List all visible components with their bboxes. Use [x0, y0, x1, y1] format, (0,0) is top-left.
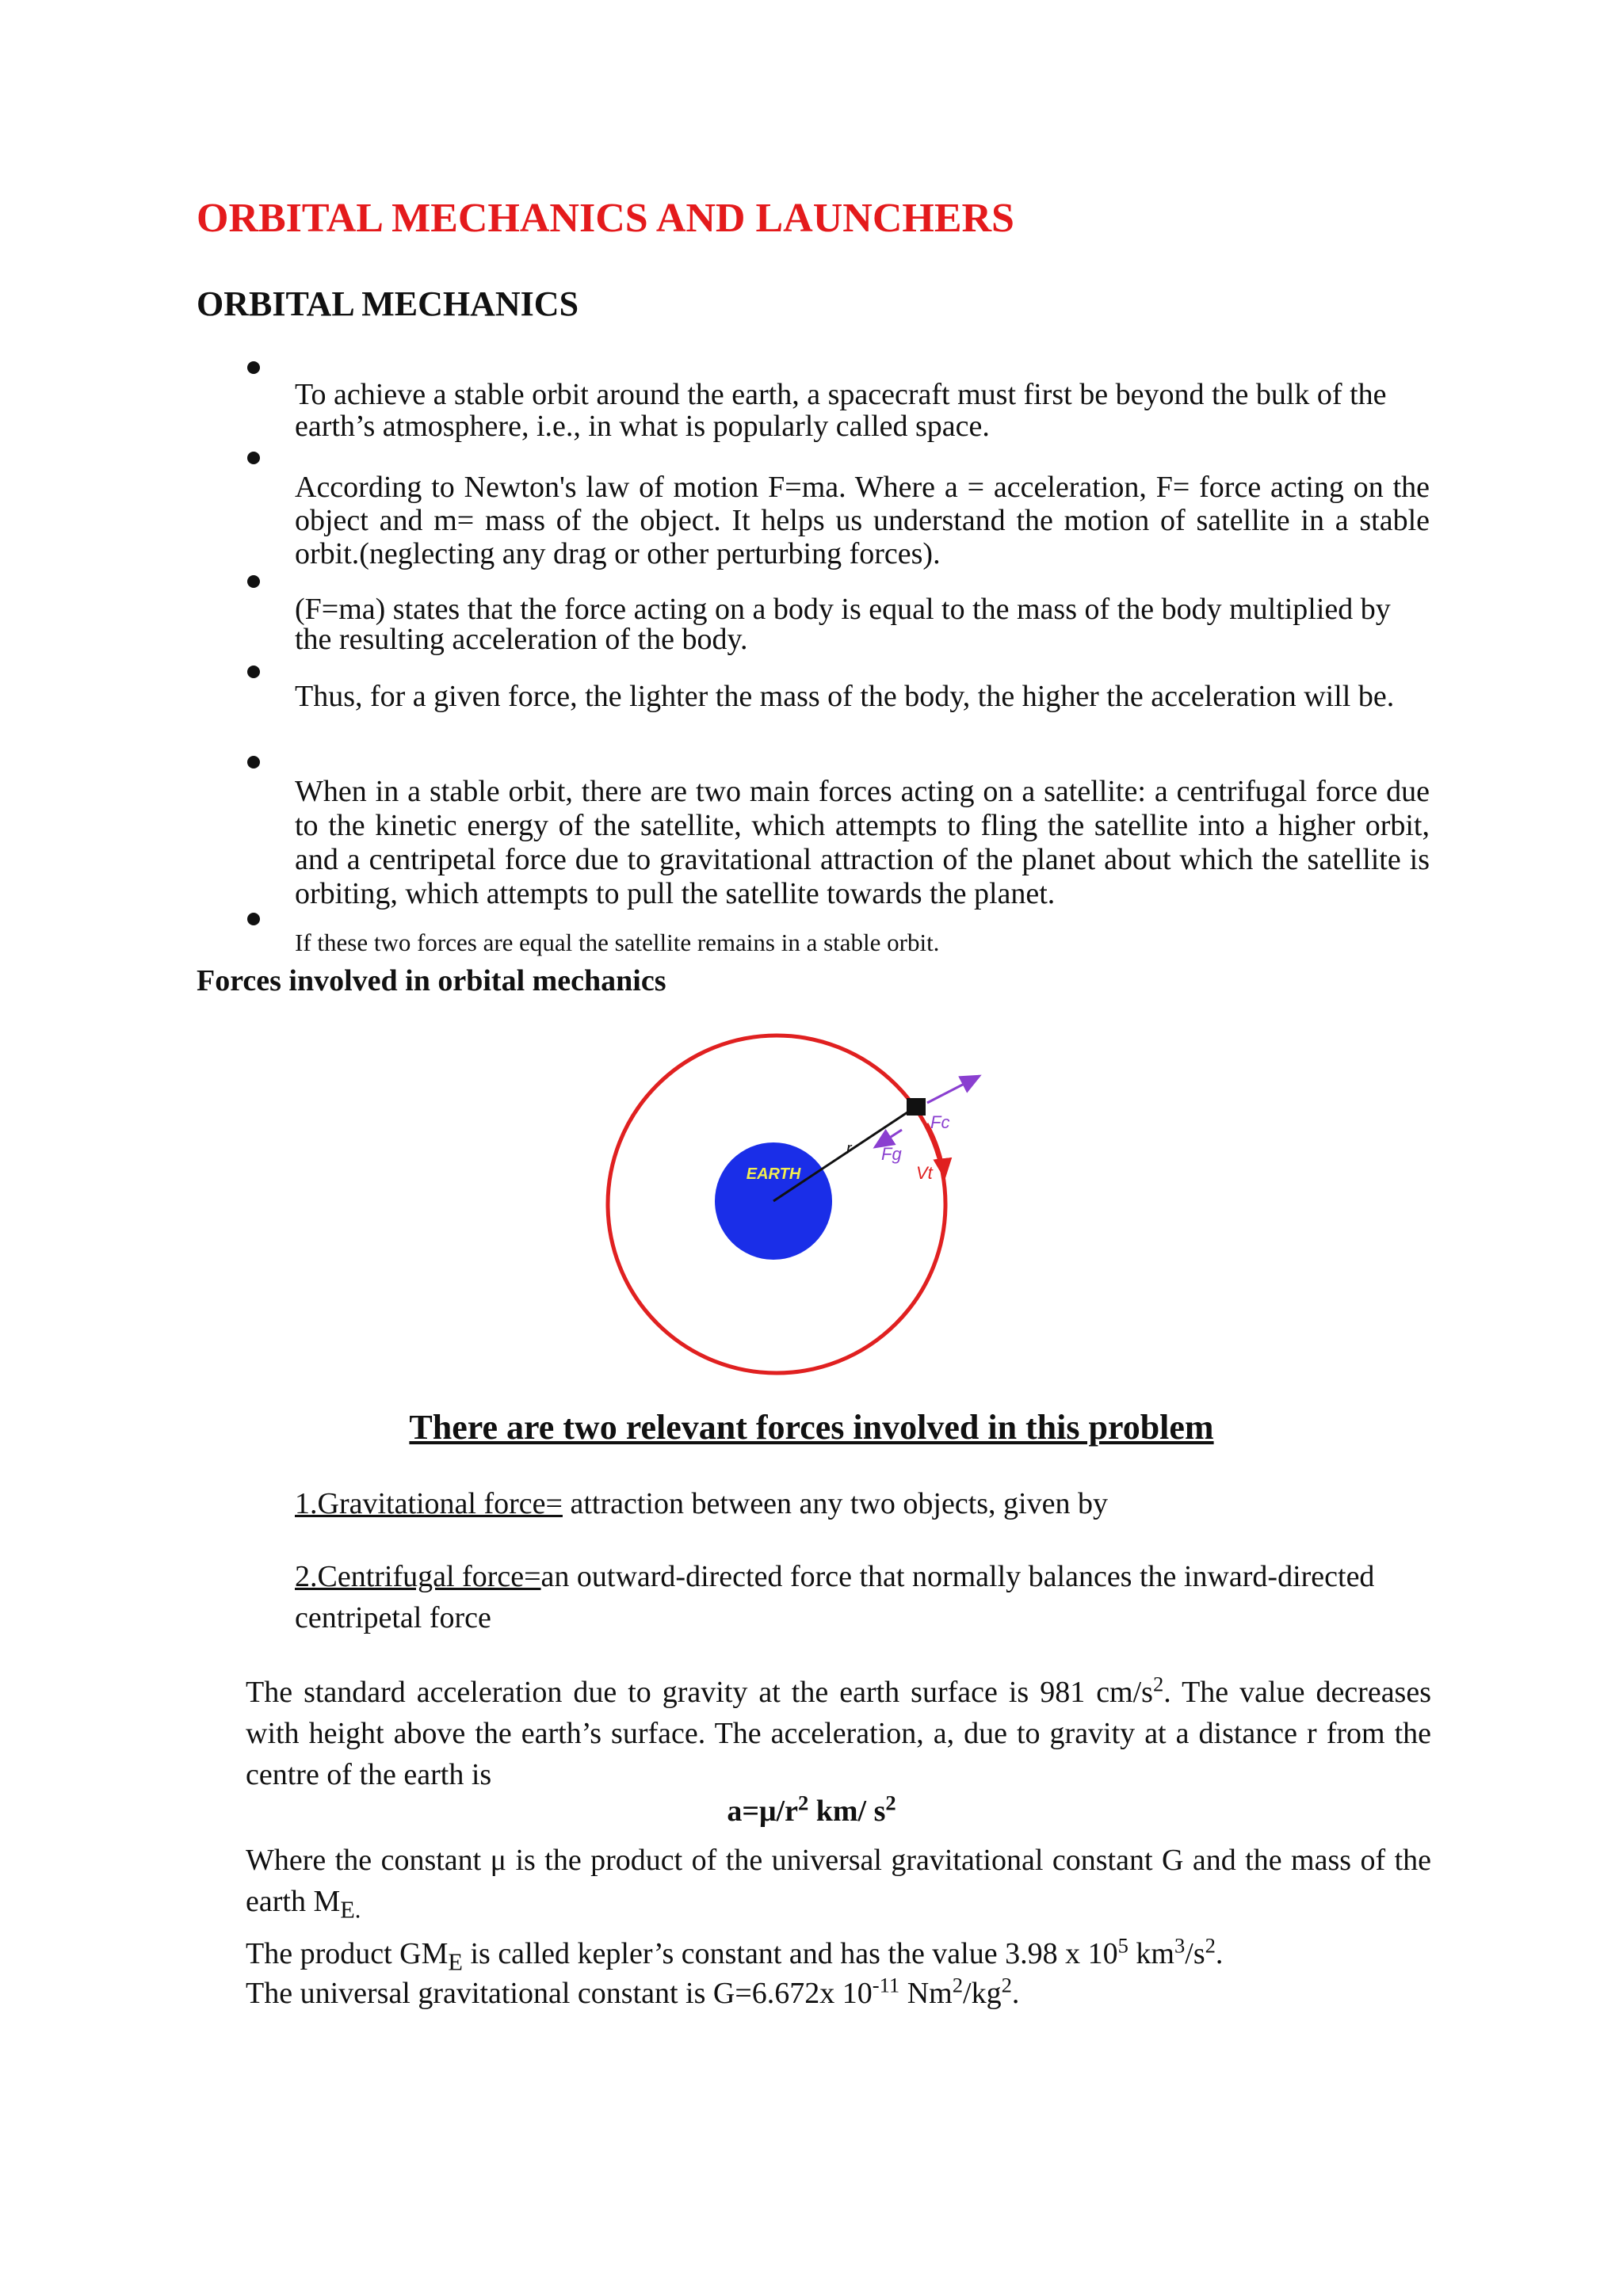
bullet-text-3: (F=ma) states that the force acting on a body is equal to the mass of the body multiplied by the resulting acceleration of the body. [295, 593, 1391, 656]
formula-part: km/ s [808, 1794, 886, 1828]
kepler-text: . [1215, 1937, 1224, 1970]
universal-constant-line [246, 1973, 1019, 2014]
bullet-dot [247, 666, 260, 678]
universal-text: . [1011, 1977, 1020, 2010]
bullet-dot [247, 913, 260, 925]
acceleration-formula [0, 1791, 1623, 1829]
kepler-text: is called kepler’s constant and has the value 3.98 x 10 [462, 1937, 1118, 1970]
superscript: 2 [1205, 1933, 1216, 1958]
gravity-text: The standard acceleration due to gravity at the earth surface is 981 cm/s [246, 1676, 1153, 1709]
bullet-text-1: To achieve a stable orbit around the earth, a spacecraft must first be beyond the bulk of the earth’s atmosphere, i.e., in what is popularly called space. [295, 378, 1387, 443]
bullet-dot [247, 575, 260, 588]
two-forces-heading: There are two relevant forces involved in this problem [409, 1408, 1214, 1447]
force-item-text: attraction between any two objects, given by [562, 1487, 1108, 1520]
universal-text: Nm [899, 1977, 953, 2010]
force-item-2 [295, 1556, 1436, 1638]
subscript: E [448, 1948, 463, 1976]
superscript: 2 [1152, 1672, 1164, 1696]
section-heading: ORBITAL MECHANICS [197, 284, 579, 323]
force-item-label: 2.Centrifugal force= [295, 1560, 541, 1593]
kepler-text: /s [1185, 1937, 1205, 1970]
superscript: -11 [872, 1973, 900, 1997]
force-item-label: 1.Gravitational force= [295, 1487, 563, 1520]
superscript: 3 [1174, 1933, 1186, 1958]
fc-label: Fc [930, 1112, 950, 1132]
earth-label: EARTH [746, 1165, 801, 1183]
superscript: 5 [1117, 1933, 1128, 1958]
bullet-text-2: According to Newton's law of motion F=ma. Where a = acceleration, F= force acting on the object and m= mass of the object. It helps us understand the motion of satellite in a stable orbit.(neglecting any drag or other perturbing forces). [295, 471, 1430, 570]
constant-paragraph [246, 1840, 1431, 1922]
gravity-paragraph [246, 1672, 1431, 1795]
kepler-text: km [1128, 1937, 1174, 1970]
universal-text: /kg [963, 1977, 1002, 2010]
bullet-dot [247, 452, 260, 464]
superscript: 2 [797, 1791, 809, 1815]
force-item-text: an outward-directed force that normally balances the inward-directed centripetal force [295, 1560, 1375, 1634]
bullet-text-4: Thus, for a given force, the lighter the mass of the body, the higher the acceleration will be. [295, 680, 1395, 713]
satellite-icon [907, 1098, 926, 1116]
force-item-1 [295, 1483, 1436, 1524]
universal-text: The universal gravitational constant is G=6.672x 10 [246, 1977, 873, 2010]
orbit-diagram [586, 1022, 999, 1386]
vt-label: Vt [916, 1163, 933, 1183]
bullet-dot [247, 361, 260, 374]
formula-part: a=μ/r [727, 1794, 798, 1828]
bullet-text-5: When in a stable orbit, there are two main forces acting on a satellite: a centrifugal force due to the kinetic energy of the satellite, which attempts to fling the satellite into a higher orbit, and a centripetal force due to gravitational attraction of the planet about which the satellite is orbiting, which attempts to pull the satellite towards the planet. [295, 775, 1430, 910]
kepler-line [246, 1933, 1223, 1974]
subscript: E. [340, 1896, 361, 1924]
bullet-dot [247, 756, 260, 769]
kepler-text: The product GM [246, 1937, 449, 1970]
gravity-text: . The value decreases with height above the earth’s surface. The acceleration, a, due to gravity at a distance r from the centre of the earth is [246, 1676, 1431, 1791]
constant-text: Where the constant μ is the product of the universal gravitational constant G and the mass of the earth M [246, 1844, 1431, 1918]
superscript: 2 [1001, 1973, 1012, 1997]
bullet-text-6: If these two forces are equal the satellite remains in a stable orbit. [295, 929, 940, 956]
fg-label: Fg [881, 1144, 902, 1164]
radius-label: r [846, 1140, 852, 1158]
superscript: 2 [885, 1791, 896, 1815]
forces-heading: Forces involved in orbital mechanics [197, 964, 666, 997]
superscript: 2 [952, 1973, 964, 1997]
fc-arrow [927, 1076, 980, 1103]
page-title: ORBITAL MECHANICS AND LAUNCHERS [197, 196, 1014, 241]
